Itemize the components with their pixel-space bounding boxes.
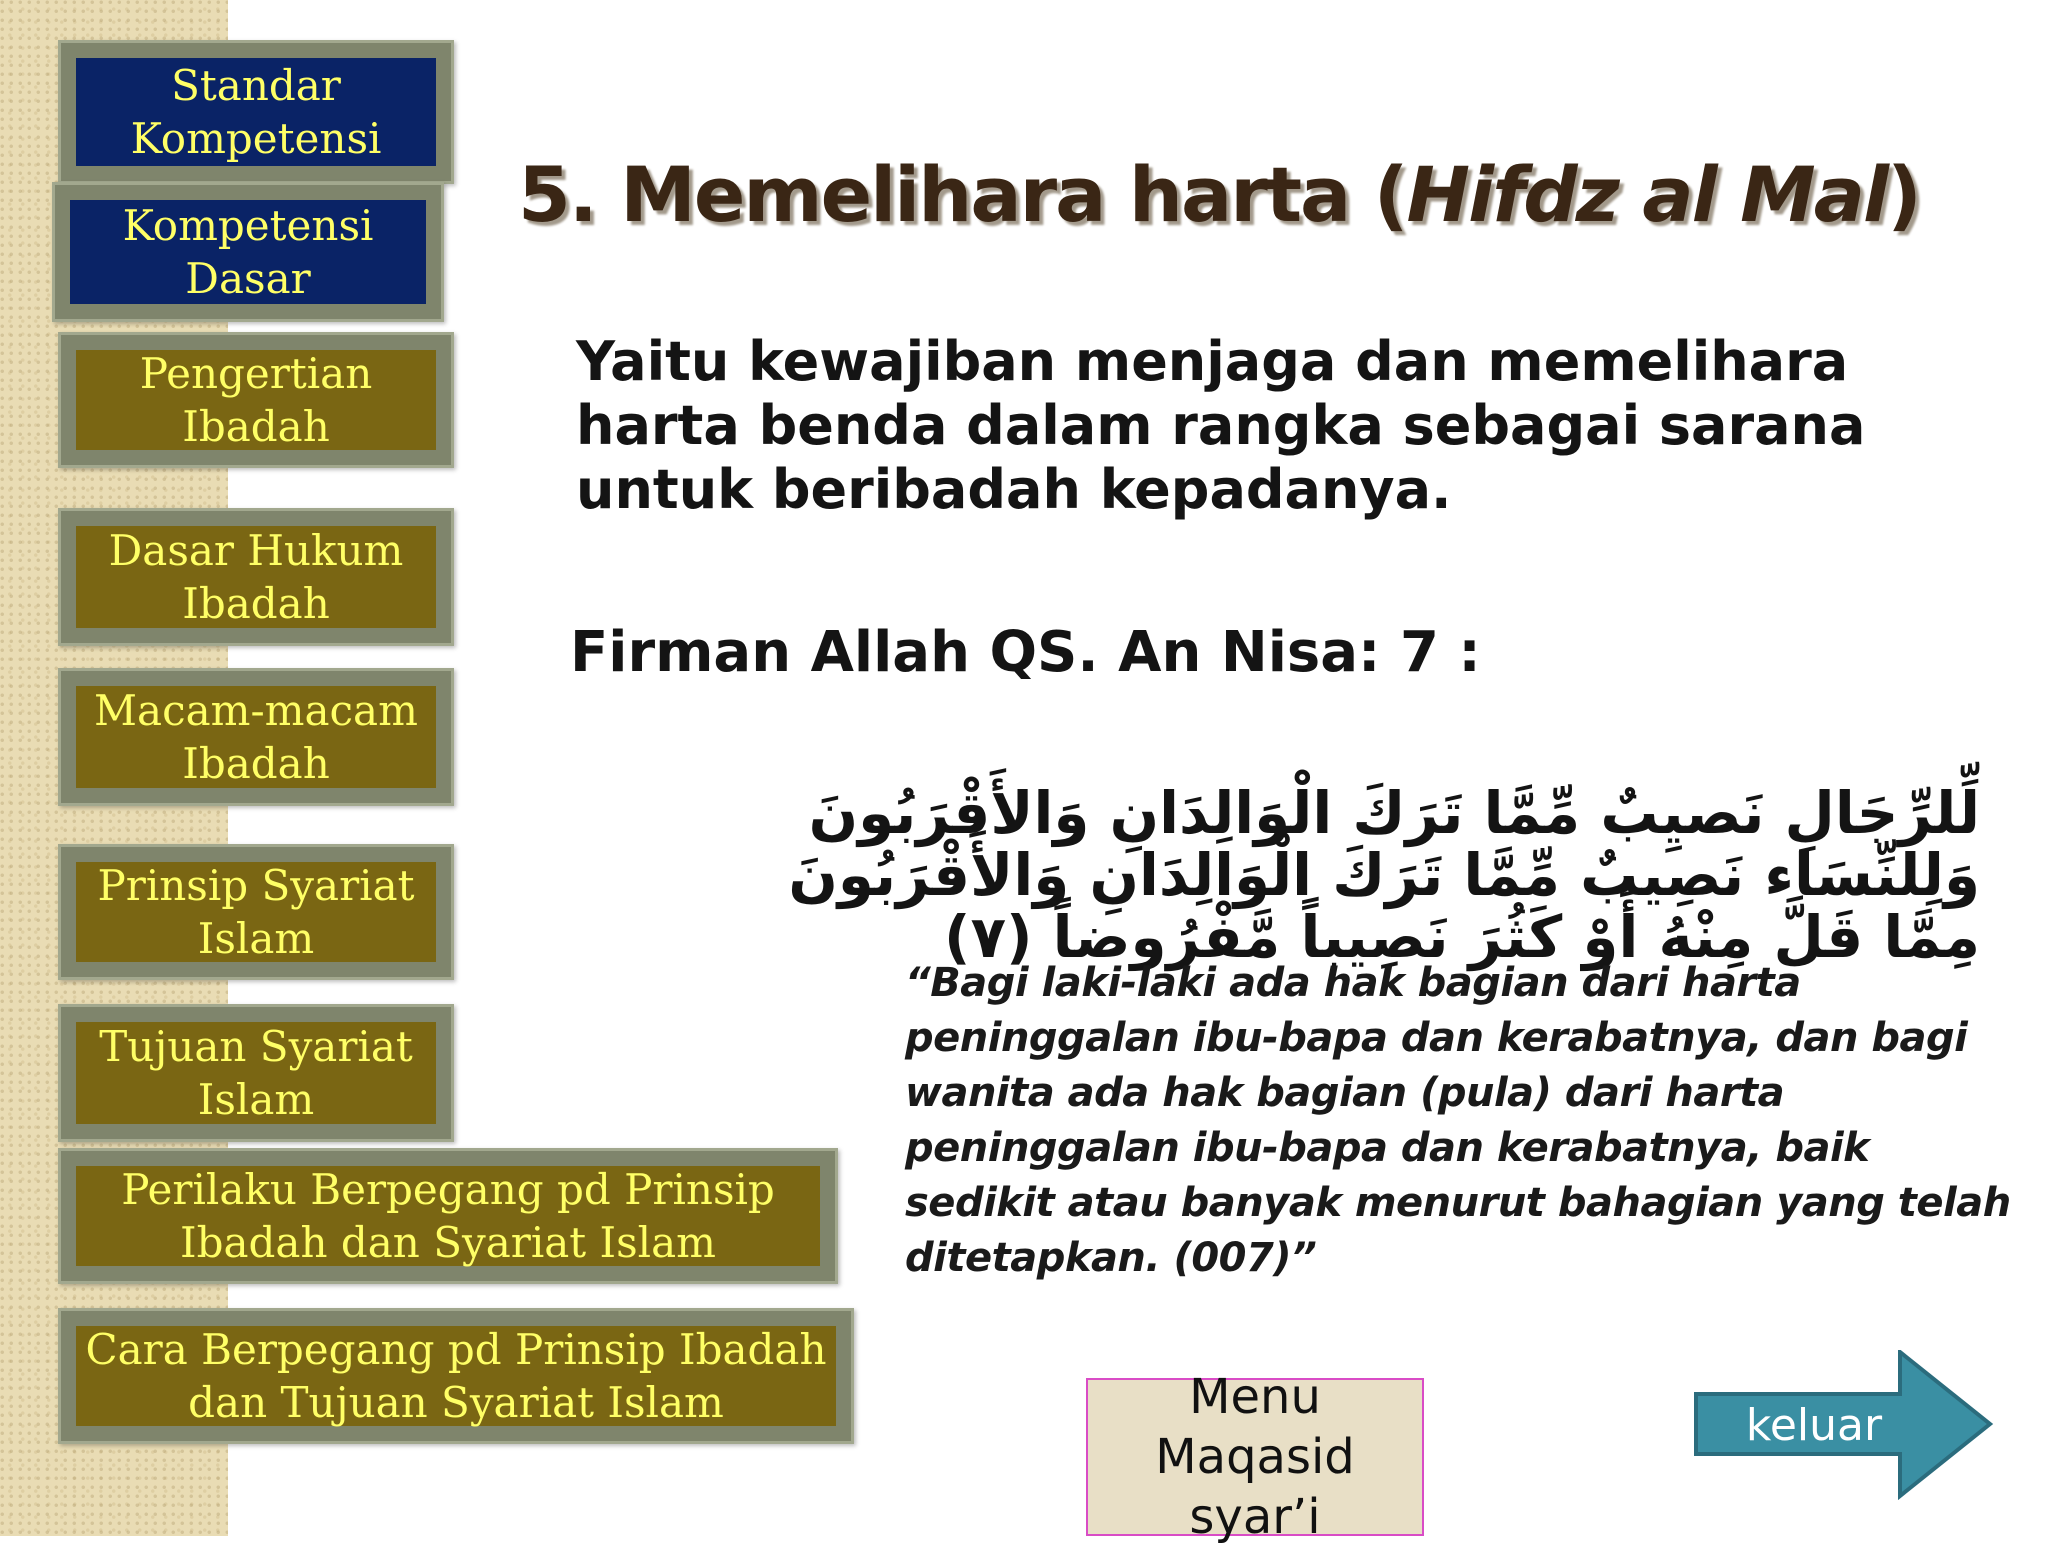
nav-label: Cara Berpegang pd Prinsip Ibadah dan Tujuan Syariat Islam xyxy=(76,1326,836,1426)
nav-label: Standar Kompetensi xyxy=(76,58,436,166)
nav-label: Pengertian Ibadah xyxy=(76,350,436,450)
title-suffix: ) xyxy=(1887,150,1920,239)
menu-button-line2: Maqasid syar’i xyxy=(1155,1429,1355,1545)
nav-kompetensi-dasar[interactable] xyxy=(52,182,444,322)
arabic-line: لِّلرِّجَالِ نَصيِبٌ مِّمَّا تَرَكَ الْوَالِدَانِ وَالأَقْرَبُونَ xyxy=(808,779,1980,847)
arabic-line: وَلِلنِّسَاء نَصِيبٌ مِّمَّا تَرَكَ الْوَالِدَانِ وَالأَقْرَبُونَ xyxy=(788,841,1980,909)
firman-heading: Firman Allah QS. An Nisa: 7 : xyxy=(570,620,1481,685)
arabic-verse xyxy=(600,779,1980,971)
nav-dasar-hukum-ibadah[interactable] xyxy=(58,508,454,646)
nav-label: Tujuan Syariat Islam xyxy=(76,1022,436,1124)
nav-pengertian-ibadah[interactable] xyxy=(58,332,454,468)
nav-standar-kompetensi[interactable] xyxy=(58,40,454,184)
menu-button-line1: Menu xyxy=(1189,1369,1321,1425)
nav-cara-berpegang[interactable] xyxy=(58,1308,854,1444)
nav-label: Perilaku Berpegang pd Prinsip Ibadah dan Syariat Islam xyxy=(76,1166,820,1266)
nav-label: Prinsip Syariat Islam xyxy=(76,862,436,962)
arabic-line: مِمَّا قَلَّ مِنْهُ أَوْ كَثُرَ نَصِيباً مَّفْرُوضاً (٧) xyxy=(944,903,1980,971)
nav-macam-macam-ibadah[interactable] xyxy=(58,668,454,806)
title-prefix: 5. Memelihara harta ( xyxy=(518,150,1407,239)
nav-tujuan-syariat-islam[interactable] xyxy=(58,1004,454,1142)
nav-label: Macam-macam Ibadah xyxy=(76,686,436,788)
nav-label: Dasar Hukum Ibadah xyxy=(76,526,436,628)
menu-maqasid-button[interactable] xyxy=(1086,1369,1424,1545)
title-italic: Hifdz al Mal xyxy=(1406,150,1888,239)
slide-title xyxy=(518,150,1920,239)
exit-label: keluar xyxy=(1745,1399,1883,1451)
exit-button[interactable] xyxy=(1694,1350,1994,1500)
definition-text: Yaitu kewajiban menjaga dan memelihara harta benda dalam rangka sebagai sarana untuk beribadah kepadanya. xyxy=(576,330,1866,521)
verse-translation: “Bagi laki-laki ada hak bagian dari harta peninggalan ibu-bapa dan kerabatnya, dan bagi wanita ada hak bagian (pula) dari harta peninggalan ibu-bapa dan kerabatnya, baik sedikit atau banyak menurut bahagian yang telah ditetapkan. (007)” xyxy=(905,960,2011,1281)
nav-label: Kompetensi Dasar xyxy=(70,200,426,304)
nav-prinsip-syariat-islam[interactable] xyxy=(58,844,454,980)
nav-perilaku-berpegang[interactable] xyxy=(58,1148,838,1284)
